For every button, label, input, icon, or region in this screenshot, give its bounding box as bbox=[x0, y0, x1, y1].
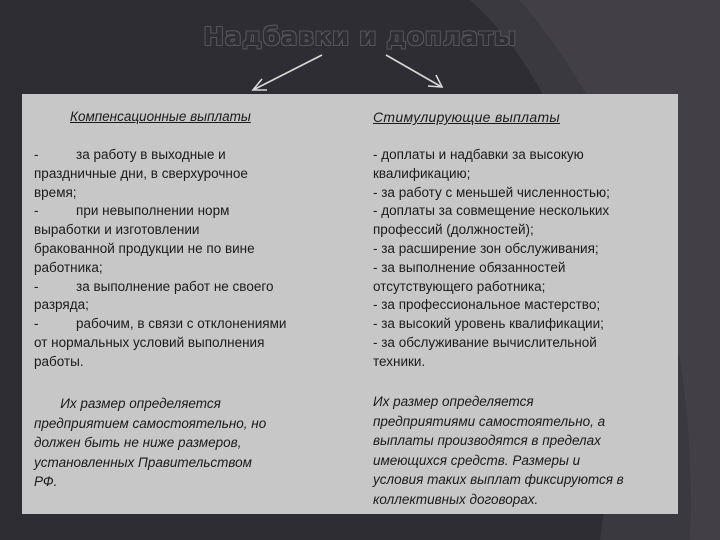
note-line: Их размер определяется bbox=[34, 396, 221, 411]
list-line: от нормальных условий выполнения bbox=[34, 334, 265, 350]
list-line: работника; bbox=[34, 259, 103, 275]
list-line: квалификацию; bbox=[373, 165, 471, 181]
compensation-list bbox=[34, 146, 334, 372]
list-line: время; bbox=[34, 184, 77, 200]
list-line: бракованной продукции не по вине bbox=[34, 240, 255, 256]
note-line: коллективных договорах. bbox=[373, 491, 539, 507]
list-line: - доплаты за совмещение нескольких bbox=[373, 203, 610, 219]
note-line: РФ. bbox=[34, 474, 58, 490]
note-line: выплаты производятся в пределах bbox=[373, 433, 601, 449]
arrow-left-icon bbox=[253, 55, 322, 90]
compensation-note bbox=[34, 394, 334, 492]
list-line: профессий (должностей); bbox=[373, 222, 534, 238]
list-line: - доплаты и надбавки за высокую bbox=[373, 147, 584, 162]
note-line: Их размер определяется bbox=[373, 394, 534, 409]
list-line: - за профессиональное мастерство; bbox=[373, 297, 601, 313]
list-line: техники. bbox=[373, 353, 426, 369]
list-line: - рабочим, в связи с отклонениями bbox=[34, 316, 287, 332]
list-line: - за выполнение работ не своего bbox=[34, 278, 274, 294]
list-line: работы. bbox=[34, 353, 84, 369]
list-line: - за выполнение обязанностей bbox=[373, 259, 566, 275]
list-line: выработки и изготовлении bbox=[34, 222, 200, 238]
incentive-note bbox=[373, 392, 673, 510]
list-line: - при невыполнении норм bbox=[34, 203, 230, 219]
note-line: установленных Правительством bbox=[34, 454, 252, 470]
content-panel bbox=[22, 94, 678, 514]
incentive-list bbox=[373, 146, 663, 372]
note-line: предприятием самостоятельно, но bbox=[34, 415, 267, 431]
page-title: Надбавки и доплаты bbox=[203, 22, 517, 51]
note-line: условия таких выплат фиксируются в bbox=[373, 472, 624, 488]
note-line: имеющихся средств. Размеры и bbox=[373, 452, 581, 468]
list-line: - за работу в выходные и bbox=[34, 147, 226, 162]
branch-arrows bbox=[0, 0, 720, 100]
list-line: - за обслуживание вычислительной bbox=[373, 334, 597, 350]
note-line: предприятиями самостоятельно, а bbox=[373, 413, 606, 429]
compensation-heading: Компенсационные выплаты bbox=[70, 109, 251, 124]
list-line: - за расширение зон обслуживания; bbox=[373, 240, 599, 256]
list-line: отсутствующего работника; bbox=[373, 278, 546, 294]
incentive-heading: Стимулирующие выплаты bbox=[373, 109, 561, 125]
arrow-right-icon bbox=[386, 55, 442, 87]
list-line: разряда; bbox=[34, 297, 89, 313]
list-line: - за работу с меньшей численностью; bbox=[373, 184, 610, 200]
list-line: праздничные дни, в сверхурочное bbox=[34, 165, 248, 181]
list-line: - за высокий уровень квалификации; bbox=[373, 316, 604, 332]
note-line: должен быть не ниже размеров, bbox=[34, 435, 242, 451]
